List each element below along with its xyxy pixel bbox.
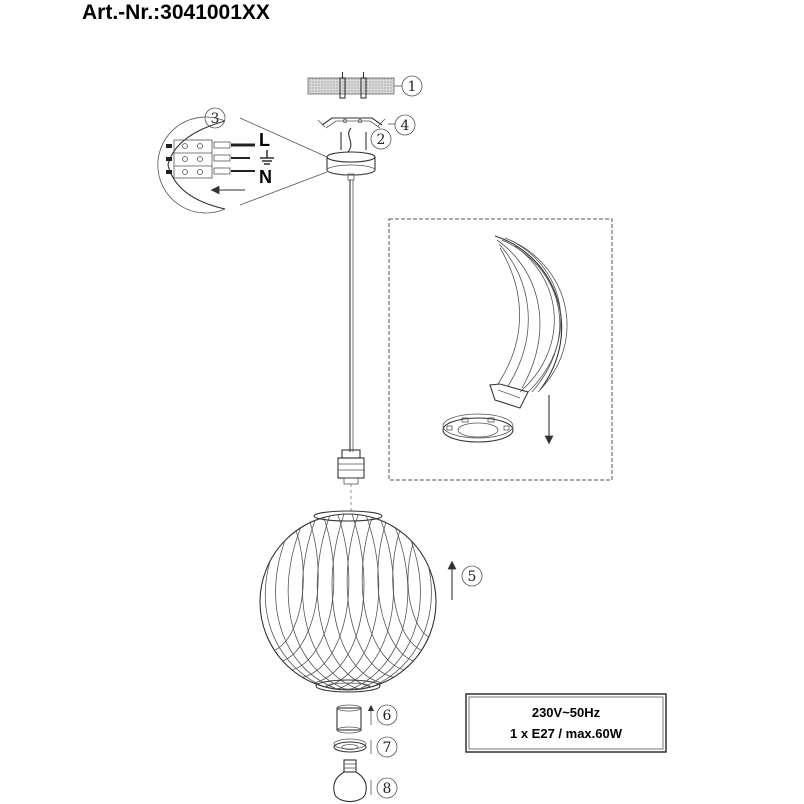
voltage-spec: 230V~50Hz [531,705,601,720]
svg-text:5: 5 [467,569,477,585]
light-bulb [334,760,367,802]
callout-8 [371,778,397,798]
callout-2 [371,129,391,149]
shade-detail-box [389,219,612,480]
neutral-wire-label: N [259,167,272,187]
callout-4 [388,115,415,135]
live-wire-label: L [259,130,270,150]
globe-shade [258,511,444,692]
svg-text:1: 1 [407,79,417,95]
svg-text:8: 8 [382,781,392,797]
ceiling-canopy [327,152,375,180]
svg-text:4: 4 [400,118,410,134]
callout-1 [394,76,422,96]
svg-text:2: 2 [376,132,386,148]
wiring-detail [158,117,327,213]
ceiling [308,78,394,94]
callout-3 [205,108,225,128]
lamp-holder [338,450,364,484]
svg-text:7: 7 [382,740,392,756]
threaded-ring [334,739,366,752]
mounting-bracket [318,118,385,128]
screws [341,128,366,152]
earth-ground-icon [260,150,274,164]
callout-7 [371,737,397,757]
callout-6 [371,705,397,725]
specification-box [466,694,666,752]
callout-5 [452,565,482,600]
shade-ring [337,705,361,733]
article-number-title: Art.-Nr.:3041001XX [82,1,270,24]
bulb-spec: 1 x E27 / max.60W [509,726,623,741]
pendant-cord [350,180,353,452]
svg-text:6: 6 [382,708,392,724]
svg-text:3: 3 [210,111,220,127]
